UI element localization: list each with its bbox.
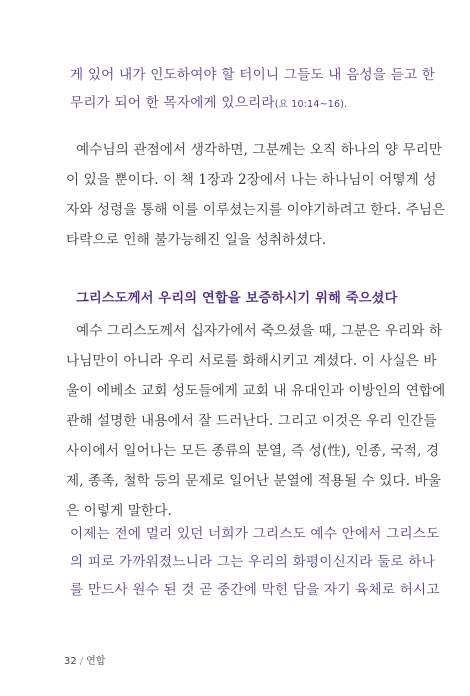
block-quote-bottom <box>70 520 440 604</box>
paragraph-line: 울이 에베소 교회 성도들에게 교회 내 유대인과 이방인의 연합에 <box>66 383 446 399</box>
paragraph-line: 예수 그리스도께서 십자가에서 죽으셨을 때, 그분은 우리와 하 <box>76 323 443 339</box>
page-footer <box>64 652 105 667</box>
scripture-citation: (요 10:14~16). <box>274 99 348 110</box>
paragraph-line: 사이에서 일어나는 모든 종류의 분열, 즉 성(性), 인종, 국적, 경 <box>66 443 440 459</box>
quote-line: 게 있어 내가 인도하여야 할 터이니 그들도 내 음성을 듣고 한 <box>70 67 436 83</box>
footer-separator: / <box>79 656 84 667</box>
quote-text: 무리가 되어 한 목자에게 있으리라 <box>70 95 275 111</box>
paragraph-line: 관해 설명한 내용에서 잘 드러난다. 그리고 이것은 우리 인간들 <box>66 413 437 429</box>
paragraph-line: 제, 종족, 철학 등의 문제로 일어난 분열에 적용될 수 있다. 바울 <box>66 473 442 489</box>
paragraph-line: 예수님의 관점에서 생각하면, 그분께는 오직 하나의 양 무리만 <box>76 142 443 158</box>
paragraph-line: 나님만이 아니라 우리 서로를 화해시키고 계셨다. 이 사실은 바 <box>66 353 437 369</box>
running-title: 연합 <box>86 656 106 667</box>
quote-line: 이제는 전에 멀리 있던 너희가 그리스도 예수 안에서 그리스도 <box>70 526 440 542</box>
quote-line <box>70 89 410 119</box>
quote-line: 의 피로 가까워졌느니라 그는 우리의 화평이신지라 둘로 하나 <box>70 554 435 570</box>
paragraph-line: 은 이렇게 말한다. <box>66 503 172 519</box>
body-paragraph-2 <box>66 316 446 526</box>
block-quote-top <box>70 61 436 119</box>
section-heading: 그리스도께서 우리의 연합을 보증하시기 위해 죽으셨다 <box>76 291 398 306</box>
quote-line: 를 만드사 원수 된 것 곧 중간에 막힌 담을 자기 육체로 허시고 <box>70 582 440 598</box>
paragraph-line: 이 있을 뿐이다. 이 책 1장과 2장에서 나는 하나님이 어떻게 성 <box>66 172 437 188</box>
paragraph-line: 타락으로 인해 불가능해진 일을 성취하셨다. <box>66 232 327 248</box>
body-paragraph-1 <box>66 135 446 255</box>
paragraph-line: 자와 성령을 통해 이를 이루셨는지를 이야기하려고 한다. 주님은 <box>66 202 446 218</box>
page-number: 32 <box>64 656 77 667</box>
